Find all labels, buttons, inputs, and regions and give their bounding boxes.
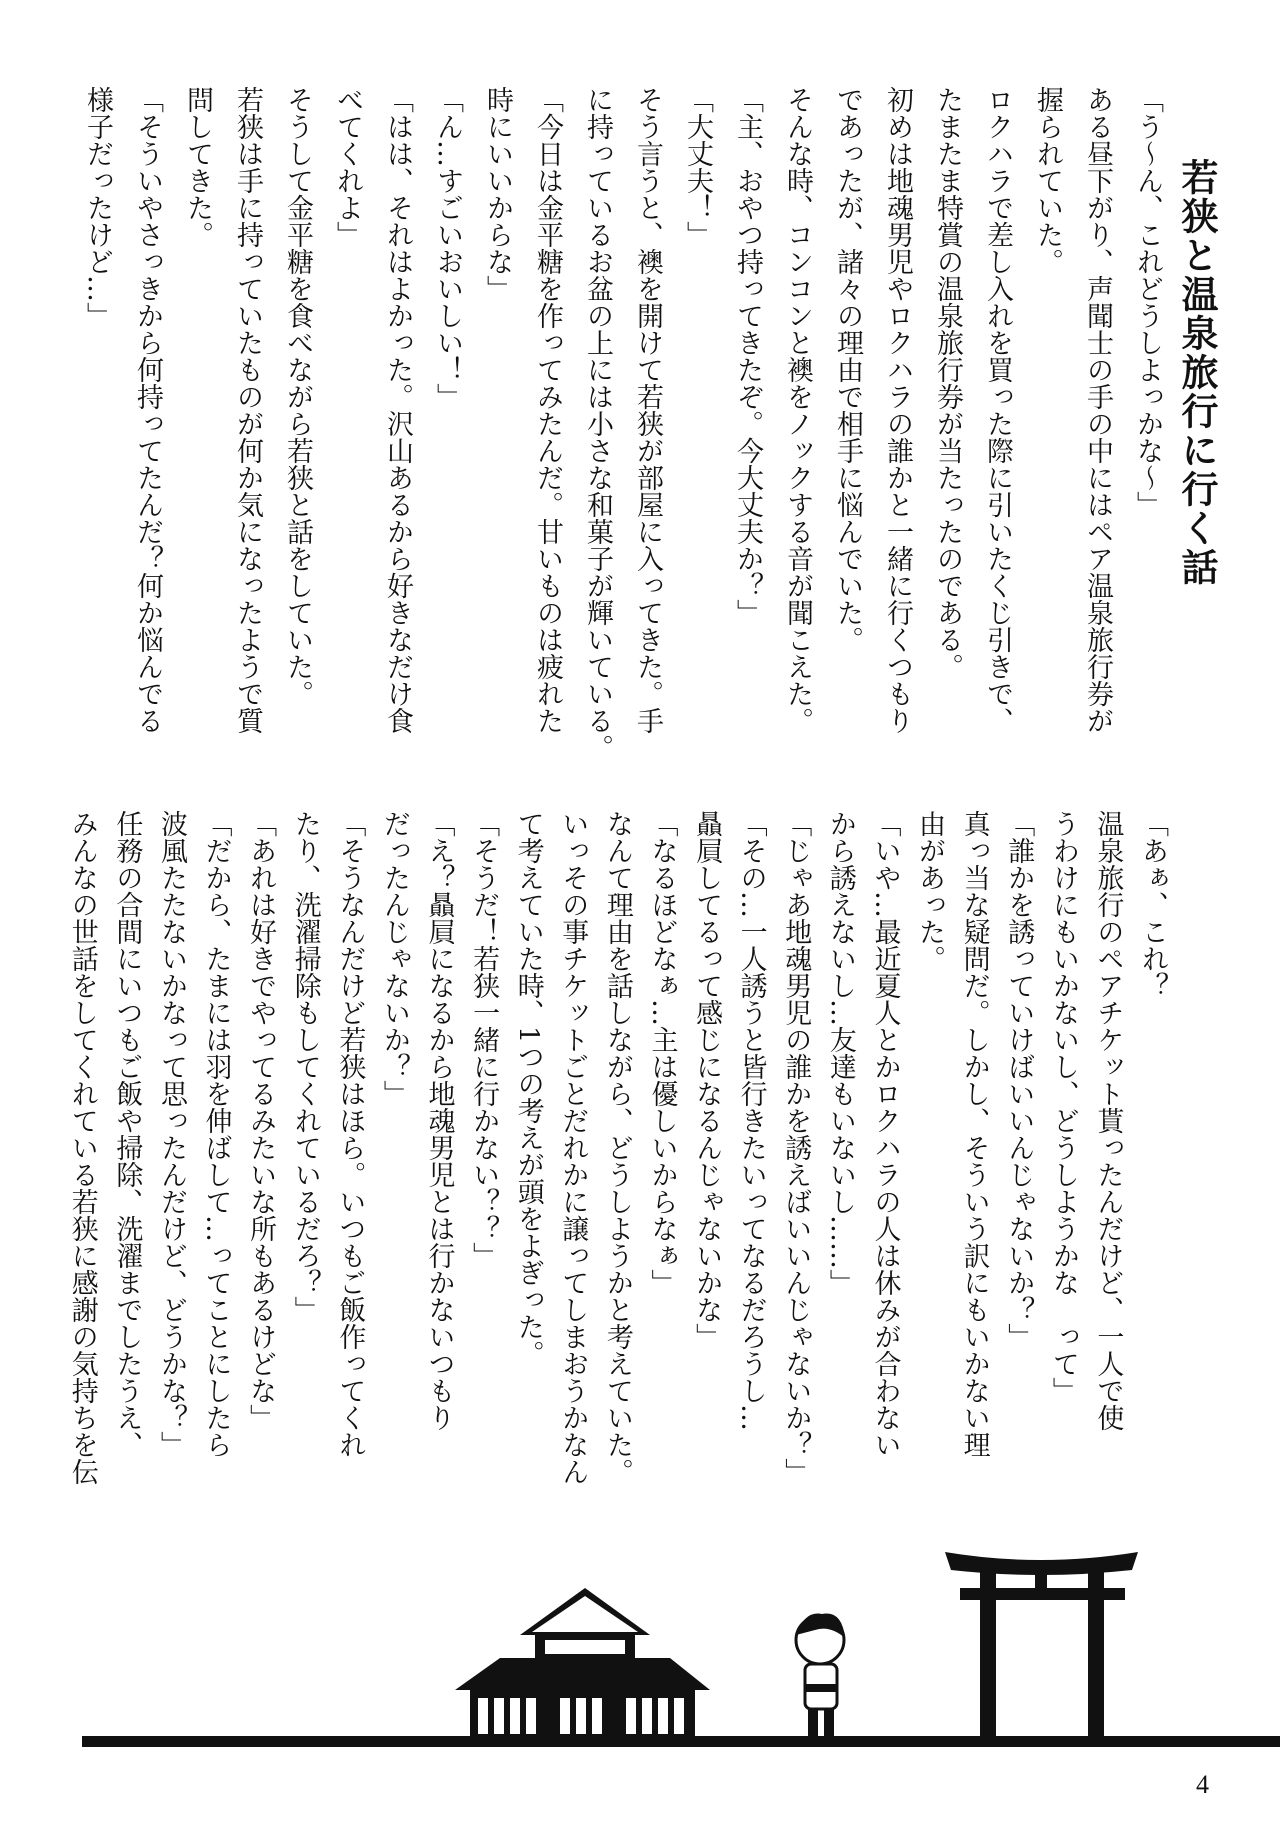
text-line: いっその事チケットごとだれかに譲ってしまおうかなん <box>557 810 589 1485</box>
character-illustration <box>796 1613 845 1737</box>
text-line: 由があった。 <box>914 810 946 972</box>
japanese-inn-illustration <box>455 1588 710 1740</box>
text-line: 「いや…最近夏人とかロクハラの人は休みが合わない <box>869 810 901 1458</box>
text-line: 真っ当な疑問だ。しかし、そういう訳にもいかない理 <box>958 810 990 1458</box>
text-line: て考えていた時、1つの考えが頭をよぎった。 <box>512 810 544 1368</box>
text-line: 「大丈夫！」 <box>682 86 713 248</box>
text-line: から誘えないし…友達もいないし……」 <box>824 810 856 1296</box>
text-line: 時にいいからな」 <box>482 86 513 302</box>
text-line: であったが、諸々の理由で相手に悩んでいた。 <box>832 86 863 653</box>
text-line: 「誰かを誘っていけばいいんじゃないか？」 <box>1003 810 1035 1350</box>
text-line: 「う～ん、これどうしよっかな～」 <box>1132 86 1163 518</box>
text-line: そうして金平糖を食べながら若狭と話をしていた。 <box>282 86 313 707</box>
text-line: 「はは、それはよかった。沢山あるから好きなだけ食 <box>382 86 413 734</box>
text-line: 「え？贔屓になるから地魂男児とは行かないつもり <box>423 810 455 1431</box>
text-line: 若狭は手に持っていたものが何か気になったようで質 <box>232 86 263 734</box>
text-line: 「そうなんだけど若狭はほら。いつもご飯作ってくれ <box>334 810 366 1458</box>
text-line: 「じゃあ地魂男児の誰かを誘えばいいんじゃないか？」 <box>780 810 812 1485</box>
text-line: 握られていた。 <box>1032 86 1063 275</box>
story-title: 若狭と温泉旅行に行く話 <box>1175 158 1218 587</box>
text-line: 「主、おやつ持ってきたぞ。今大丈夫か？」 <box>732 86 763 626</box>
torii-gate-illustration <box>945 1552 1138 1740</box>
text-line: 「あれは好きでやってるみたいな所もあるけどな」 <box>245 810 277 1431</box>
text-line: 「今日は金平糖を作ってみたんだ。甘いものは疲れた <box>532 86 563 734</box>
text-line: ロクハラで差し入れを買った際に引いたくじ引きで、 <box>982 86 1013 734</box>
text-line: 「だから、たまには羽を伸ばして…ってことにしたら <box>200 810 232 1458</box>
text-line: そんな時、コンコンと襖をノックする音が聞こえた。 <box>782 86 813 734</box>
text-line: なんて理由を話しながら、どうしようかと考えていた。 <box>601 810 633 1485</box>
text-line: 「あぁ、これ？ <box>1137 810 1168 999</box>
text-line: みんなの世話をしてくれている若狭に感謝の気持ちを伝 <box>66 810 98 1485</box>
text-line: 温泉旅行のペアチケット貰ったんだけど、一人で使 <box>1092 810 1124 1431</box>
text-line: 「そういやさっきから何持ってたんだ？何か悩んでる <box>132 86 163 734</box>
text-line: に持っているお盆の上には小さな和菓子が輝いている。 <box>582 86 613 761</box>
text-line: 贔屓してるって感じになるんじゃないかな」 <box>691 810 723 1350</box>
text-line: 「その…一人誘うと皆行きたいってなるだろうし… <box>735 810 767 1431</box>
text-line: 初めは地魂男児やロクハラの誰かと一緒に行くつもり <box>882 86 913 734</box>
text-line: 任務の合間にいつもご飯や掃除、洗濯までしたうえ、 <box>111 810 143 1458</box>
text-line: 波風たたないかなって思ったんだけど、どうかな？」 <box>155 810 187 1458</box>
text-line: 様子だったけど…」 <box>82 86 113 329</box>
text-line: だったんじゃないか？」 <box>378 810 410 1107</box>
text-line: たまたま特賞の温泉旅行券が当たったのである。 <box>932 86 963 680</box>
page-number: 4 <box>1196 1770 1209 1799</box>
text-line: 問してきた。 <box>182 86 213 248</box>
text-line: 「そうだ！若狭一緒に行かない？？」 <box>468 810 500 1269</box>
text-line: たり、洗濯掃除もしてくれているだろ？」 <box>289 810 321 1323</box>
text-line: べてくれよ」 <box>332 86 363 248</box>
text-line: 「なるほどなぁ…主は優しいからなぁ」 <box>646 810 678 1296</box>
text-line: ある昼下がり、声聞士の手の中にはペア温泉旅行券が <box>1082 86 1113 734</box>
text-line: 「ん…すごいおいしい！」 <box>432 86 463 410</box>
text-line: そう言うと、襖を開けて若狭が部屋に入ってきた。手 <box>632 86 663 734</box>
illustration-scene <box>0 1540 1280 1760</box>
bottom-text-block <box>59 810 1174 1570</box>
ground-line <box>82 1736 1280 1747</box>
text-line: うわけにもいかないし、どうしようかな って」 <box>1047 810 1079 1404</box>
top-text-block <box>72 86 1172 806</box>
